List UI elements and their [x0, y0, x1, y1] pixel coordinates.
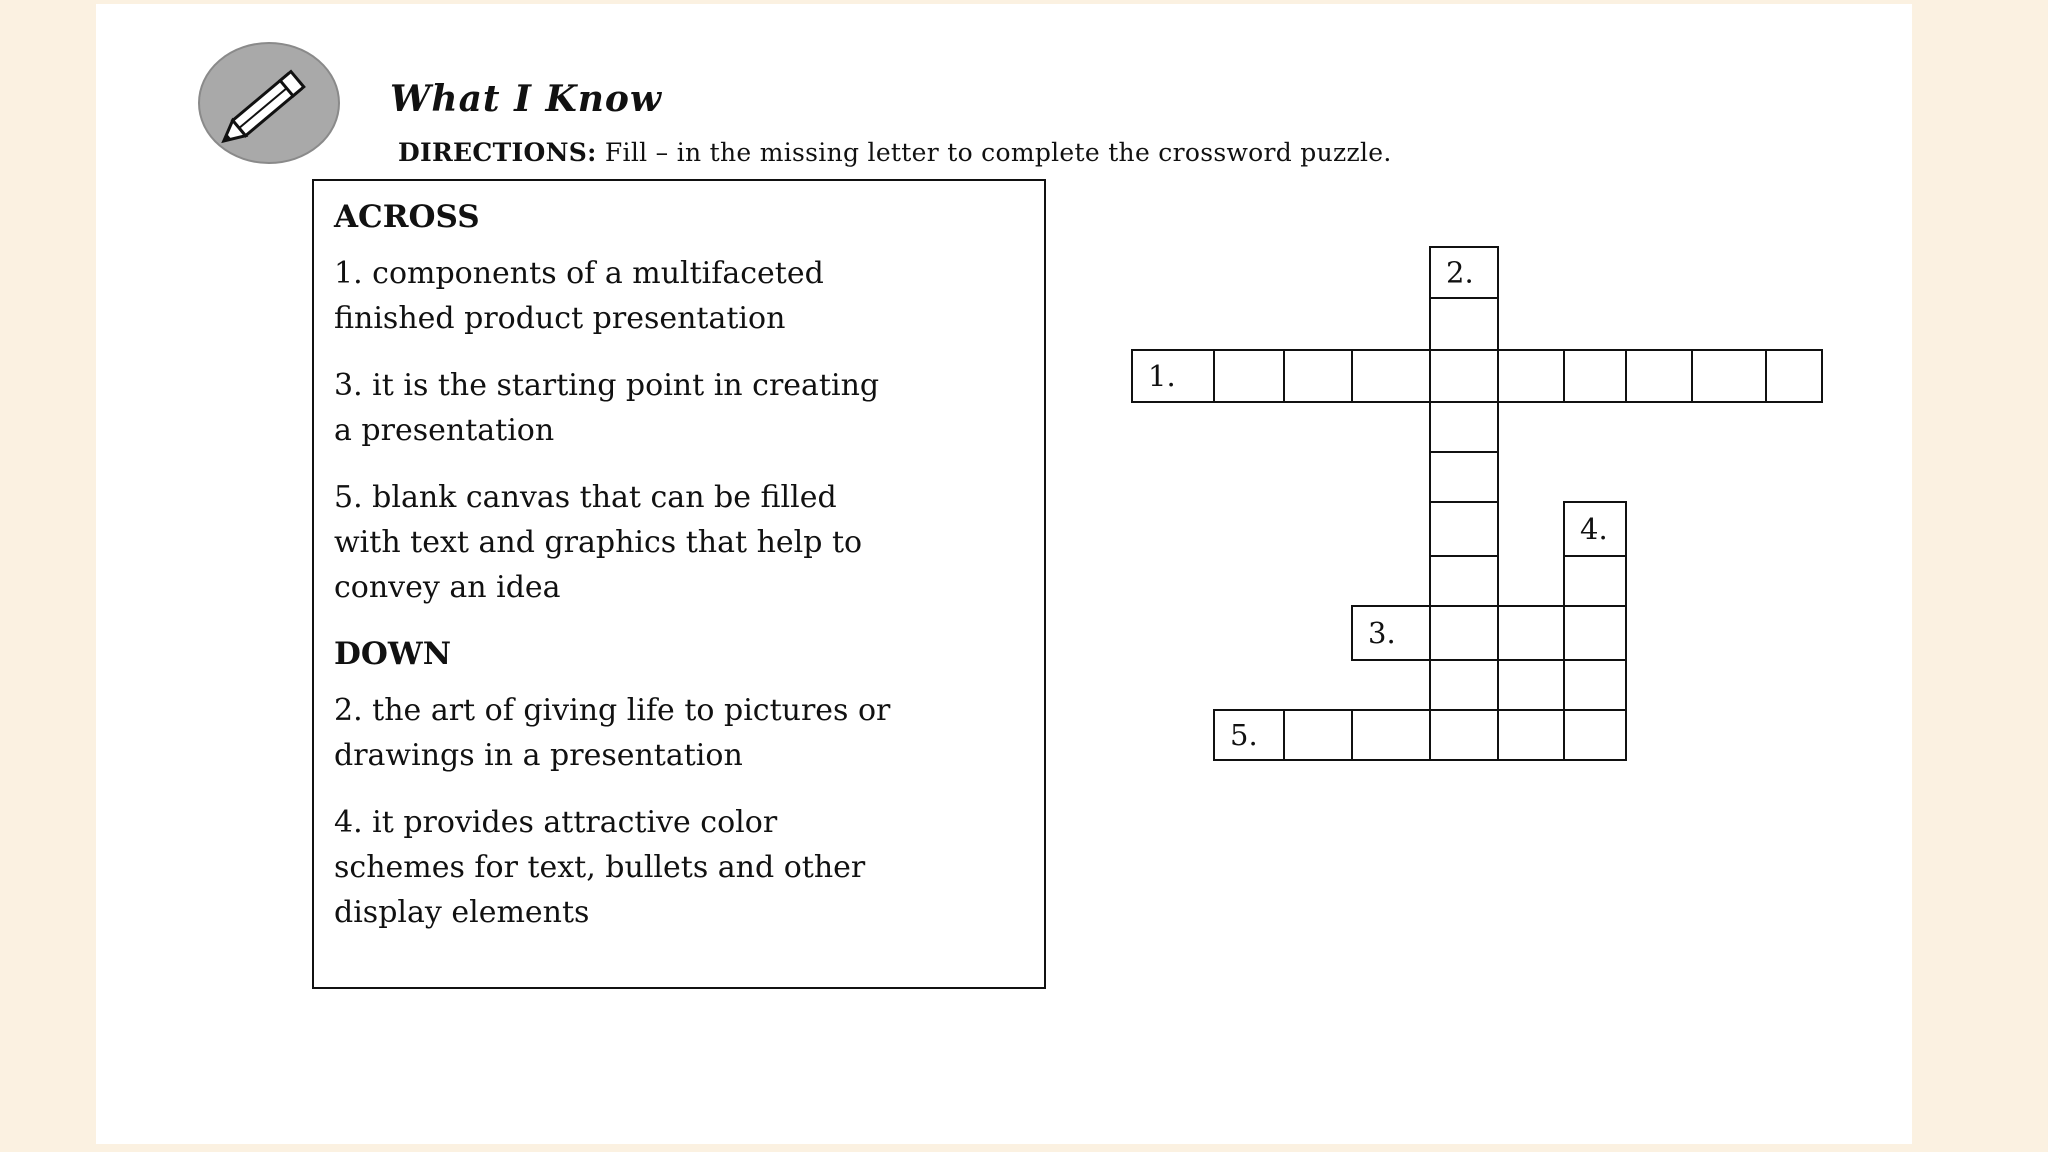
crossword-cell[interactable] [1498, 710, 1564, 760]
directions-label: DIRECTIONS: [398, 138, 597, 167]
crossword-cell[interactable] [1352, 710, 1430, 760]
across-heading: ACROSS [334, 199, 480, 235]
clue-line: display elements [334, 895, 590, 930]
crossword-cell[interactable] [1498, 606, 1564, 660]
clue-line: drawings in a presentation [334, 738, 743, 773]
clue-across-3 [334, 363, 1024, 453]
clue-line: schemes for text, bullets and other [334, 850, 866, 885]
directions-text [398, 138, 1392, 167]
down-heading: DOWN [334, 636, 452, 672]
crossword-cell[interactable] [1430, 350, 1498, 402]
clue-across-5 [334, 475, 1024, 610]
clue-line: 3. it is the starting point in creating [334, 368, 880, 403]
clue-line: a presentation [334, 413, 555, 448]
crossword-cell[interactable] [1430, 247, 1498, 298]
crossword-cell[interactable] [1352, 606, 1430, 660]
clue-line: 1. components of a multifaceted [334, 256, 824, 291]
crossword-cell[interactable] [1132, 350, 1214, 402]
crossword-cell[interactable] [1430, 298, 1498, 350]
worksheet-page [96, 4, 1912, 1144]
crossword-cell[interactable] [1564, 350, 1626, 402]
clue-line: 2. the art of giving life to pictures or [334, 693, 891, 728]
directions-body: Fill – in the missing letter to complete the crossword puzzle. [604, 138, 1392, 167]
crossword-cell[interactable] [1430, 606, 1498, 660]
clue-line: 4. it provides attractive color [334, 805, 778, 840]
crossword-cell[interactable] [1284, 350, 1352, 402]
crossword-cell[interactable] [1564, 660, 1626, 710]
clue-line: convey an idea [334, 570, 561, 605]
crossword-cell[interactable] [1430, 710, 1498, 760]
clue-number-label: 4. [1580, 512, 1608, 546]
clue-number-label: 3. [1368, 616, 1396, 650]
crossword-cell[interactable] [1692, 350, 1766, 402]
crossword-cell[interactable] [1430, 502, 1498, 556]
crossword-cell[interactable] [1564, 710, 1626, 760]
crossword-cell[interactable] [1564, 502, 1626, 556]
section-title: What I Know [390, 78, 662, 120]
clue-line: with text and graphics that help to [334, 525, 863, 560]
crossword-cell[interactable] [1214, 710, 1284, 760]
pencil-icon [196, 40, 342, 166]
crossword-cell[interactable] [1564, 556, 1626, 606]
crossword-cell[interactable] [1498, 350, 1564, 402]
crossword-cell[interactable] [1626, 350, 1692, 402]
clue-across-1 [334, 251, 1024, 341]
clue-number-label: 5. [1230, 718, 1258, 752]
crossword-cell[interactable] [1430, 556, 1498, 606]
clue-down-4 [334, 800, 1024, 935]
clue-line: finished product presentation [334, 301, 786, 336]
crossword-cell[interactable] [1284, 710, 1352, 760]
crossword-cell[interactable] [1352, 350, 1430, 402]
crossword-cell[interactable] [1564, 606, 1626, 660]
clue-down-2 [334, 688, 1024, 778]
crossword-cell[interactable] [1430, 452, 1498, 502]
clue-box [312, 179, 1046, 989]
clue-number-label: 1. [1148, 359, 1176, 393]
crossword-cell[interactable] [1766, 350, 1822, 402]
crossword-cell[interactable] [1430, 660, 1498, 710]
clue-line: 5. blank canvas that can be filled [334, 480, 837, 515]
crossword-cell[interactable] [1430, 402, 1498, 452]
crossword-cell[interactable] [1214, 350, 1284, 402]
clue-number-label: 2. [1446, 255, 1474, 290]
